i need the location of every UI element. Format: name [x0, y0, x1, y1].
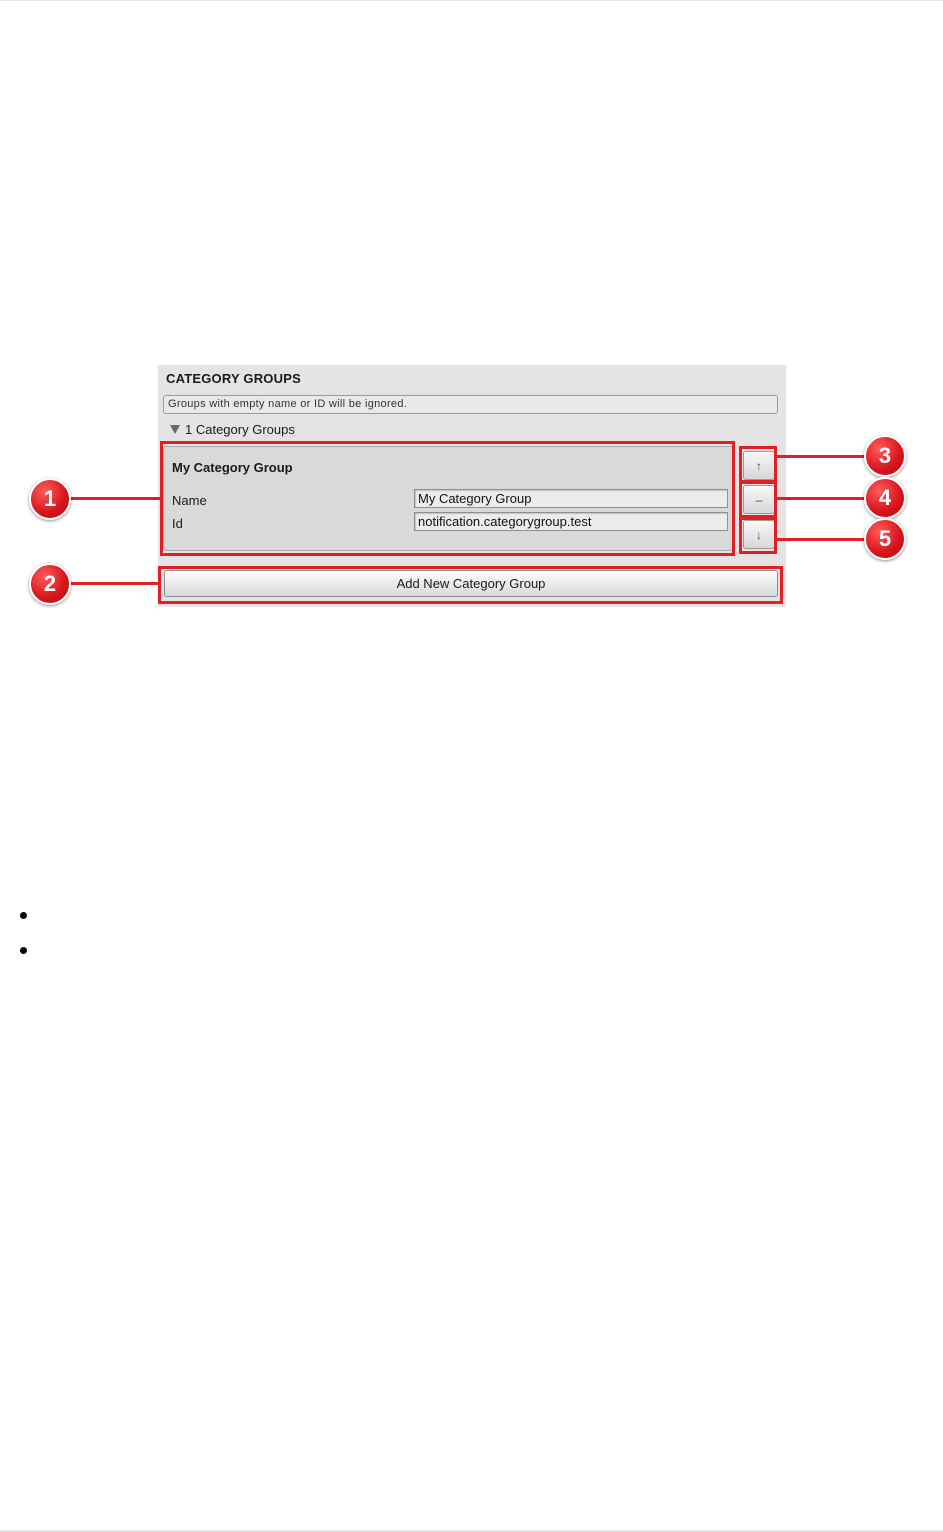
minus-icon: – [755, 492, 763, 507]
foldout-triangle-icon[interactable] [170, 425, 180, 434]
highlight-remove [739, 481, 777, 518]
id-field-value: notification.categorygroup.test [418, 514, 592, 529]
callout-2: 2 [29, 563, 71, 605]
leader-line-3 [776, 455, 868, 458]
page-top-border [0, 0, 943, 1]
callout-4: 4 [864, 477, 906, 519]
callout-3: 3 [864, 435, 906, 477]
highlight-group-item [160, 441, 735, 556]
arrow-down-icon: ↓ [756, 527, 762, 542]
highlight-move-up [739, 446, 777, 483]
callout-1: 1 [29, 478, 71, 520]
help-box [163, 395, 778, 414]
leader-line-1 [66, 497, 162, 500]
name-field-value: My Category Group [418, 491, 532, 506]
add-button-label: Add New Category Group [396, 576, 546, 591]
name-label: Name [172, 493, 207, 508]
panel-title: CATEGORY GROUPS [166, 371, 301, 386]
id-label: Id [172, 516, 183, 531]
leader-line-2 [66, 582, 160, 585]
arrow-up-icon: ↑ [756, 458, 762, 473]
foldout-label: 1 Category Groups [185, 422, 295, 437]
category-groups-foldout[interactable] [170, 422, 295, 437]
highlight-move-down [739, 517, 777, 554]
bullet-dot-icon [20, 947, 27, 954]
highlight-add-button [158, 566, 783, 604]
leader-line-4 [776, 497, 868, 500]
leader-line-5 [776, 538, 868, 541]
group-title: My Category Group [172, 460, 293, 475]
callout-5: 5 [864, 518, 906, 560]
bullet-dot-icon [20, 912, 27, 919]
help-text: Groups with empty name or ID will be ignored. [168, 398, 408, 410]
